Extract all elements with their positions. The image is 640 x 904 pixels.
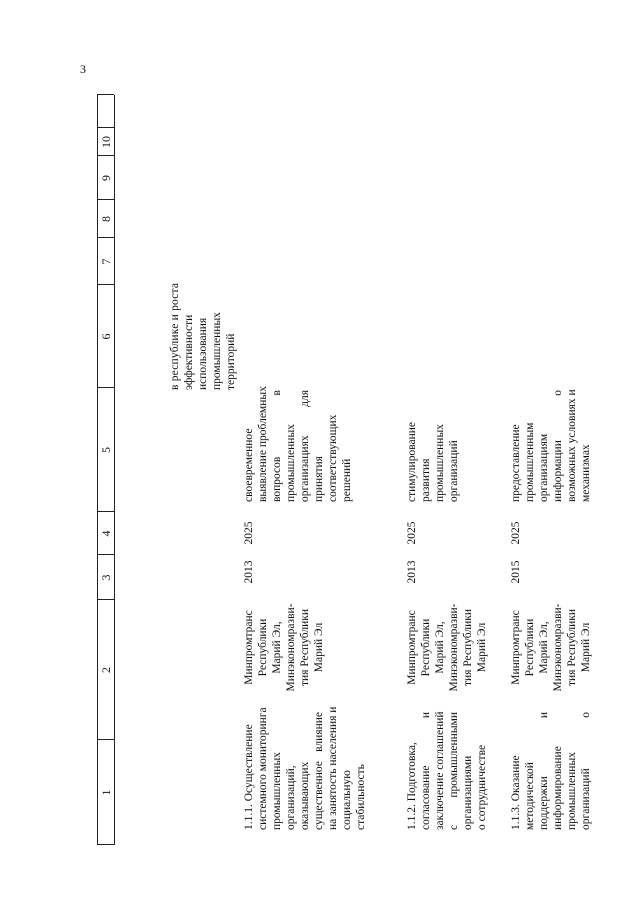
page-number: 3 bbox=[80, 62, 86, 76]
text-line: тия Республики bbox=[299, 608, 311, 687]
text-line: Республики bbox=[257, 618, 269, 677]
text-line: Марий Эл bbox=[313, 622, 325, 673]
text-fragment: организаций bbox=[580, 768, 592, 830]
measure-name bbox=[405, 712, 489, 830]
text-line: информирование bbox=[552, 746, 564, 830]
executor bbox=[509, 590, 593, 705]
text-fragment: существенное bbox=[313, 761, 325, 830]
text-line: социальную bbox=[341, 770, 353, 830]
text-line: Минэкономразви- bbox=[448, 603, 460, 692]
text-line: стабильность bbox=[355, 764, 367, 830]
end-year: 2025 bbox=[510, 521, 522, 545]
text-line: организаций, bbox=[285, 765, 297, 830]
text-line: предоставление bbox=[510, 424, 522, 502]
text-line: Марий Эл, bbox=[538, 621, 550, 674]
text-line: о сотрудничестве bbox=[476, 744, 488, 830]
text-fragment: о bbox=[580, 712, 592, 718]
text-fragment: о bbox=[552, 390, 564, 396]
column-number: 10 bbox=[99, 136, 113, 148]
text-line: выявление проблемных bbox=[257, 386, 269, 502]
text-line: промышленным bbox=[524, 422, 536, 502]
text-line: в республике и роста bbox=[169, 282, 181, 390]
text-fragment: поддержки bbox=[538, 776, 550, 830]
end-year: 2025 bbox=[406, 521, 418, 545]
text-line: Минэкономразви- bbox=[552, 603, 564, 692]
column-number: 8 bbox=[99, 216, 113, 222]
text-line: заключение соглашений bbox=[434, 711, 446, 830]
text-fragment: информации bbox=[552, 440, 564, 502]
text-line: Республики bbox=[420, 618, 432, 677]
measure-name bbox=[242, 706, 368, 830]
continued-result-text bbox=[168, 278, 238, 390]
text-fragment: с bbox=[448, 824, 460, 830]
text-fragment: и bbox=[538, 712, 550, 719]
text-line: возможных условиях и bbox=[566, 389, 578, 502]
text-line: Минпромтранс bbox=[406, 610, 418, 685]
text-line: Марий Эл bbox=[580, 622, 592, 673]
column-number: 4 bbox=[99, 530, 113, 537]
text-line: Марий Эл, bbox=[271, 621, 283, 674]
text-line: 1.1.1. Осуществление bbox=[243, 724, 255, 830]
text-line: стимулирование bbox=[406, 422, 418, 502]
text-line: соответствующих bbox=[327, 414, 339, 502]
text-fragment: вопросов bbox=[271, 456, 283, 502]
expected-result bbox=[405, 390, 461, 502]
text-line: территорий bbox=[225, 333, 237, 390]
start-year: 2015 bbox=[510, 560, 522, 584]
text-line bbox=[579, 712, 593, 830]
text-line: тия Республики bbox=[462, 608, 474, 687]
text-line: промышленных bbox=[285, 424, 297, 502]
text-line bbox=[551, 390, 565, 502]
text-line: механизмах bbox=[580, 444, 592, 502]
text-line: методической bbox=[524, 762, 536, 830]
text-line: организаций bbox=[448, 440, 460, 502]
column-number: 1 bbox=[99, 789, 113, 796]
column-number: 3 bbox=[99, 574, 113, 581]
executor bbox=[405, 590, 489, 705]
text-fragment: организациях bbox=[299, 435, 311, 502]
start-year: 2013 bbox=[406, 560, 418, 584]
text-line bbox=[298, 390, 312, 502]
text-line: Минэкономразви- bbox=[285, 603, 297, 692]
column-number: 5 bbox=[99, 447, 113, 453]
text-line: тия Республики bbox=[566, 608, 578, 687]
column-number: 9 bbox=[99, 175, 113, 181]
text-fragment: влияние bbox=[313, 712, 325, 752]
text-line: промышленных bbox=[271, 752, 283, 830]
header-bottom-border bbox=[114, 95, 115, 845]
text-line: Минпромтранс bbox=[510, 610, 522, 685]
text-line: использования bbox=[197, 317, 209, 390]
text-fragment: и bbox=[420, 712, 432, 719]
text-line bbox=[312, 712, 326, 830]
table-top-border bbox=[97, 95, 98, 845]
text-line: 1.1.3. Оказание bbox=[510, 755, 522, 830]
text-line: промышленных bbox=[566, 752, 578, 830]
text-line: своевременное bbox=[243, 428, 255, 502]
text-line: 1.1.2. Подготовка, bbox=[406, 742, 418, 830]
text-line: промышленных bbox=[434, 424, 446, 502]
column-number: 2 bbox=[99, 667, 113, 673]
text-line bbox=[270, 390, 284, 502]
start-year: 2013 bbox=[243, 560, 255, 584]
text-line: Марий Эл, bbox=[434, 621, 446, 674]
text-line: Республики bbox=[524, 618, 536, 677]
column-number: 7 bbox=[99, 258, 113, 265]
text-line: промышленных bbox=[211, 312, 223, 390]
text-line: решений bbox=[341, 458, 353, 502]
measure-name bbox=[509, 712, 593, 830]
text-line: Марий Эл bbox=[476, 622, 488, 673]
text-line: организациям bbox=[538, 433, 550, 502]
text-fragment: в bbox=[271, 390, 283, 396]
rotated-table bbox=[92, 50, 632, 850]
text-line: организациями bbox=[462, 755, 474, 830]
column-divider bbox=[97, 94, 114, 95]
text-line bbox=[537, 712, 551, 830]
column-number: 6 bbox=[99, 333, 113, 340]
text-fragment: для bbox=[299, 390, 311, 407]
text-fragment: промышленными bbox=[448, 712, 460, 798]
text-line bbox=[419, 712, 433, 830]
expected-result bbox=[509, 390, 593, 502]
text-line: эффективности bbox=[183, 314, 195, 390]
executor bbox=[242, 590, 326, 705]
end-year: 2025 bbox=[243, 521, 255, 545]
text-line bbox=[447, 712, 461, 830]
text-fragment: согласование bbox=[420, 765, 432, 830]
text-line: оказывающих bbox=[299, 761, 311, 830]
text-line: развития bbox=[420, 458, 432, 502]
text-line: на занятость населения и bbox=[327, 706, 339, 830]
text-line: принятия bbox=[313, 456, 325, 502]
text-line: Минпромтранс bbox=[243, 610, 255, 685]
expected-result bbox=[242, 386, 354, 502]
text-line: системного мониторинга bbox=[257, 707, 269, 830]
